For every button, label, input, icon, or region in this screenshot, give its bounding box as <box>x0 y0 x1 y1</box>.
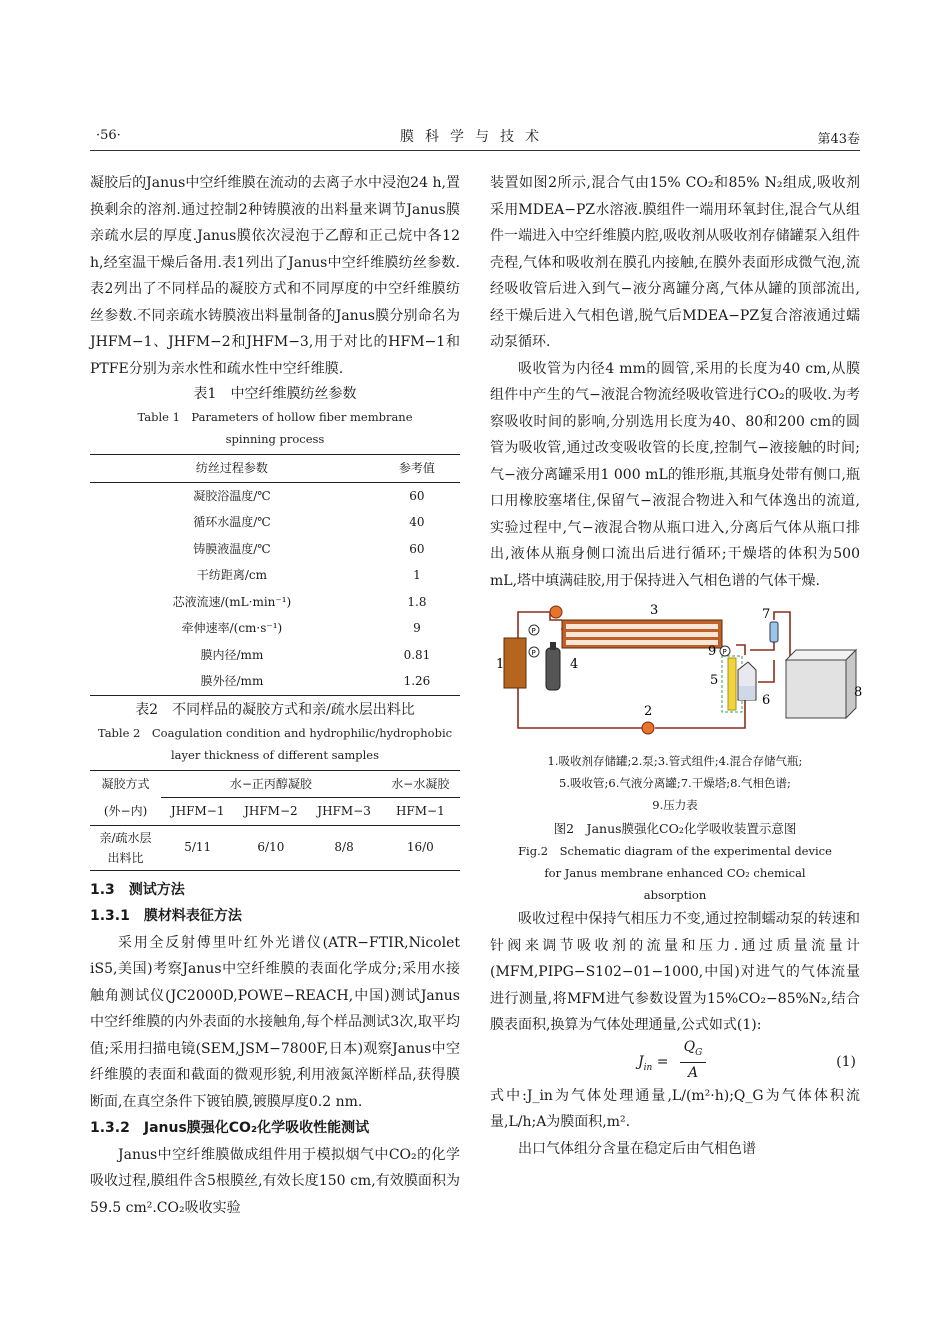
journal-title: 膜科学与技术 <box>400 129 550 145</box>
table-row: 膜内径/mm 0.81 <box>200 647 431 662</box>
table2 <box>90 770 460 871</box>
table2-title: 表2 不同样品的凝胶方式和亲/疏水层出料比 <box>135 701 415 718</box>
equation-1: $J_{in}$ = $Q_G$ A (1) <box>638 1038 856 1082</box>
table1 <box>90 454 460 696</box>
equation-number: (1) <box>836 1053 856 1070</box>
apparatus-schematic <box>490 600 863 750</box>
table-header: 凝胶方式 <box>101 776 150 791</box>
table-row: 亲/疏水层 出料比 5/11 6/10 8/8 16/0 <box>99 830 434 865</box>
svg-text:1: 1 <box>496 657 505 672</box>
table-row: 循环水温度/℃ 40 <box>193 515 425 529</box>
right-column <box>490 170 863 1162</box>
tubular-module-icon <box>562 620 722 648</box>
section-heading: 1.3 测试方法 <box>90 881 185 898</box>
svg-text:3: 3 <box>650 603 659 618</box>
table-row: 膜外径/mm 1.26 <box>200 674 431 688</box>
page-number: ·56· <box>96 128 121 143</box>
table-header: (外−内) <box>90 798 161 826</box>
paragraph: Janus中空纤维膜做成组件用于模拟烟气中CO₂的化学吸收过程,膜组件含5根膜丝,有效长度150 cm,有效膜面积为59.5 cm².CO₂吸收实验 <box>90 1146 460 1216</box>
subsection-heading: 1.3.1 膜材料表征方法 <box>90 908 242 924</box>
svg-text:P: P <box>531 649 536 657</box>
table-row: 芯液流速/(mL·min⁻¹) 1.8 <box>172 594 427 609</box>
page-header <box>90 126 860 151</box>
paragraph: 式中:J_in为气体处理通量,L/(m²·h);Q_G为气体体积流量,L/h;A为膜面积,m². <box>490 1087 860 1130</box>
svg-text:2: 2 <box>644 704 653 719</box>
volume: 第43卷 <box>817 132 860 147</box>
figure-2-diagram <box>490 600 863 750</box>
svg-text:7: 7 <box>762 607 771 622</box>
paragraph: 吸收过程中保持气相压力不变,通过控制蠕动泵的转速和针阀来调节吸收剂的流量和压力.通过质量流量计(MFM,PIPG−S102−01−1000,中国)对进气的气体流量进行测量,将MFM进气参数设置为15%CO₂−85%N₂,结合膜表面积,换算为气体处理通量,公式如式(1): <box>490 911 860 1033</box>
table-row: 牵伸速率/(cm·s⁻¹) 9 <box>181 621 421 635</box>
svg-text:6: 6 <box>762 693 771 708</box>
table-row: 凝胶浴温度/℃ 60 <box>193 488 425 503</box>
svg-text:P: P <box>722 648 727 656</box>
table-header: JHFM−2 <box>234 798 307 826</box>
gas-chromatograph-icon <box>786 650 856 718</box>
figure-legend: 1.吸收剂存储罐;2.泵;3.管式组件;4.混合存储气瓶; 5.吸收管;6.气液分离罐;7.干燥塔;8.气相色谱; 9.压力表 <box>547 754 803 812</box>
absorbent-tank-icon <box>504 638 526 688</box>
table-header: JHFM−1 <box>161 798 234 826</box>
table-header: 纺丝过程参数 <box>90 455 374 483</box>
svg-text:8: 8 <box>854 685 863 700</box>
svg-text:9: 9 <box>708 644 717 659</box>
table-header: 参考值 <box>374 455 460 483</box>
svg-text:5: 5 <box>710 673 719 688</box>
peristaltic-pump-icon <box>642 722 654 734</box>
table-row: 干纺距离/cm 1 <box>196 568 421 582</box>
table-header: 水−正丙醇凝胶 <box>161 770 381 798</box>
svg-text:P: P <box>531 627 536 635</box>
table-header: 水−水凝胶 <box>381 770 460 798</box>
drying-tower-icon <box>770 622 778 642</box>
table-header: JHFM−3 <box>307 798 380 826</box>
left-column <box>90 170 460 1221</box>
paragraph: 凝胶后的Janus中空纤维膜在流动的去离子水中浸泡24 h,置换剩余的溶剂.通过控制2种铸膜液的出料量来调节Janus膜亲疏水层的厚度.Janus膜依次浸泡于乙醇和正己烷中各12 h,经室温干燥后备用.表1列出了Janus中空纤维膜纺丝参数.表2列出了不同样品的凝胶方式和不同厚度的中空纤维膜纺丝参数.不同亲疏水铸膜液出料量制备的Janus膜分别命名为JHFM−1、JHFM−2和JHFM−3,用于对比的HFM−1和PTFE分别为亲水性和疏水性中空纤维膜. <box>90 175 460 377</box>
paragraph: 装置如图2所示,混合气由15% CO₂和85% N₂组成,吸收剂采用MDEA−PZ水溶液.膜组件一端用环氧封住,混合气从组件一端进入中空纤维膜内腔,吸收剂从吸收剂存储罐泵入组件壳程,气体和吸收剂在膜孔内接触,在膜外表面形成微气泡,流经吸收管后进入到气−液分离罐分离,气体从罐的顶部流出,经干燥后进入气相色谱,脱气后MDEA−PZ复合溶液通过蠕动泵循环. <box>490 175 860 350</box>
gas-cylinder-icon <box>546 648 560 690</box>
table-header: HFM−1 <box>381 798 460 826</box>
svg-text:4: 4 <box>570 657 579 672</box>
table-row: 铸膜液温度/℃ 60 <box>193 541 425 556</box>
pump-icon <box>550 606 562 618</box>
paragraph: 吸收管为内径4 mm的圆管,采用的长度为40 cm,从膜组件中产生的气−液混合物流经吸收管进行CO₂的吸收.为考察吸收时间的影响,分别选用长度为40、80和200 cm的圆管为吸收管,通过改变吸收管的长度,控制气−液接触的时间;气−液分离罐采用1 000 mL的锥形瓶,其瓶身处带有侧口,瓶口用橡胶塞堵住,保留气−液混合物进入和气体逸出的流道,实验过程中,气−液混合物从瓶口进入,分离后气体从瓶口排出,液体从瓶身侧口流出后进行循环;干燥塔的体积为500 mL,塔中填满硅胶,用于保持进入气相色谱的气体干燥. <box>490 360 860 589</box>
figure-caption-en: Fig.2 Schematic diagram of the experimental device for Janus membrane enhanced CO₂ chemical absorption <box>518 844 832 902</box>
table1-title-en: Table 1 Parameters of hollow fiber membrane spinning process <box>137 410 413 446</box>
table2-title-en: Table 2 Coagulation condition and hydrophilic/hydrophobic layer thickness of different samples <box>97 725 453 762</box>
figure-caption: 图2 Janus膜强化CO₂化学吸收装置示意图 <box>553 821 797 836</box>
table1-title: 表1 中空纤维膜纺丝参数 <box>193 386 357 402</box>
paragraph: 出口气体组分含量在稳定后由气相色谱 <box>518 1140 756 1157</box>
paragraph: 采用全反射傅里叶红外光谱仪(ATR−FTIR,Nicolet iS5,美国)考察Janus中空纤维膜的表面化学成分;采用水接触角测试仪(JC2000D,POWE−REACH,中国)测试Janus中空纤维膜的内外表面的水接触角,每个样品测试3次,取平均值;采用扫描电镜(SEM,JSM−7800F,日本)观察Janus中空纤维膜的表面和截面的微观形貌,利用液氮淬断样品,获得膜断面,在真空条件下镀铂膜,镀膜厚度0.2 nm. <box>90 934 460 1110</box>
subsection-heading: 1.3.2 Janus膜强化CO₂化学吸收性能测试 <box>90 1120 370 1136</box>
